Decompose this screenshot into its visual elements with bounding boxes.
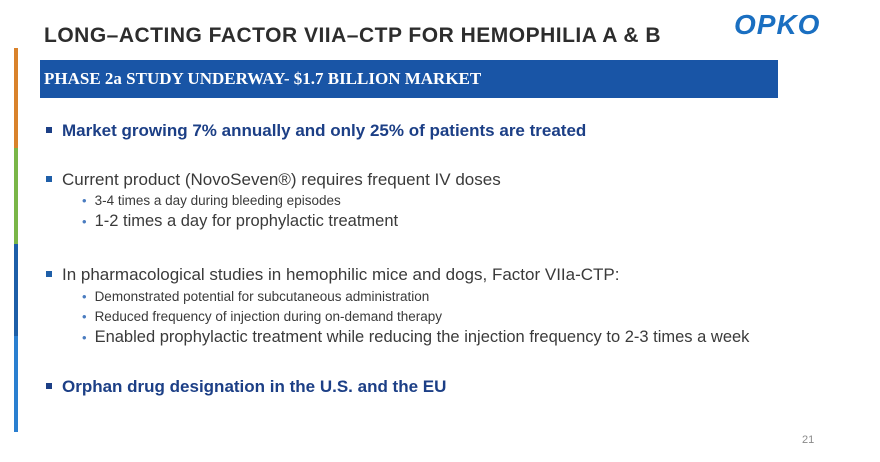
accent-stripe-blue [14, 244, 18, 336]
sub-bullet-subcutaneous: • Demonstrated potential for subcutaneous administration [82, 289, 430, 304]
bullet-dot-icon: • [82, 309, 87, 324]
banner-text: PHASE 2a STUDY UNDERWAY- $1.7 BILLION MARKET [44, 69, 482, 88]
bullet-dot-icon: • [82, 330, 87, 345]
logo-text: OPKO [734, 9, 821, 38]
bullet-square-icon [46, 383, 52, 389]
bullet-dot-icon: • [82, 289, 87, 304]
sub-bullet-prophylactic: • 1-2 times a day for prophylactic treatment [82, 212, 399, 230]
sub-bullet-bleeding: • 3-4 times a day during bleeding episodes [82, 193, 341, 208]
accent-stripe-orange [14, 48, 18, 148]
section-banner [40, 60, 778, 98]
bullet-dot-icon: • [82, 193, 87, 208]
bullet-current-product: Current product (NovoSeven®) requires frequent IV doses [46, 170, 501, 190]
accent-stripe-light-blue [14, 336, 18, 432]
bullet-square-icon [46, 127, 52, 133]
opko-logo [732, 8, 846, 38]
sub-bullet-prophylactic-enabled: • Enabled prophylactic treatment while reducing the injection frequency to 2-3 times a week [82, 328, 750, 346]
bullet-market-growth: Market growing 7% annually and only 25% of patients are treated [46, 121, 586, 141]
accent-stripe-green [14, 148, 18, 244]
sub-bullet-reduced-frequency: • Reduced frequency of injection during on-demand therapy [82, 309, 443, 324]
slide-title: LONG–ACTING FACTOR VIIA–CTP FOR HEMOPHILIA A & B [44, 24, 662, 47]
page-number: 21 [802, 434, 815, 446]
bullet-pharmacological-studies: In pharmacological studies in hemophilic mice and dogs, Factor VIIa-CTP: [46, 265, 619, 285]
bullet-orphan-drug: Orphan drug designation in the U.S. and the EU [46, 377, 446, 397]
bullet-square-icon [46, 176, 52, 182]
bullet-dot-icon: • [82, 214, 87, 229]
bullet-square-icon [46, 271, 52, 277]
